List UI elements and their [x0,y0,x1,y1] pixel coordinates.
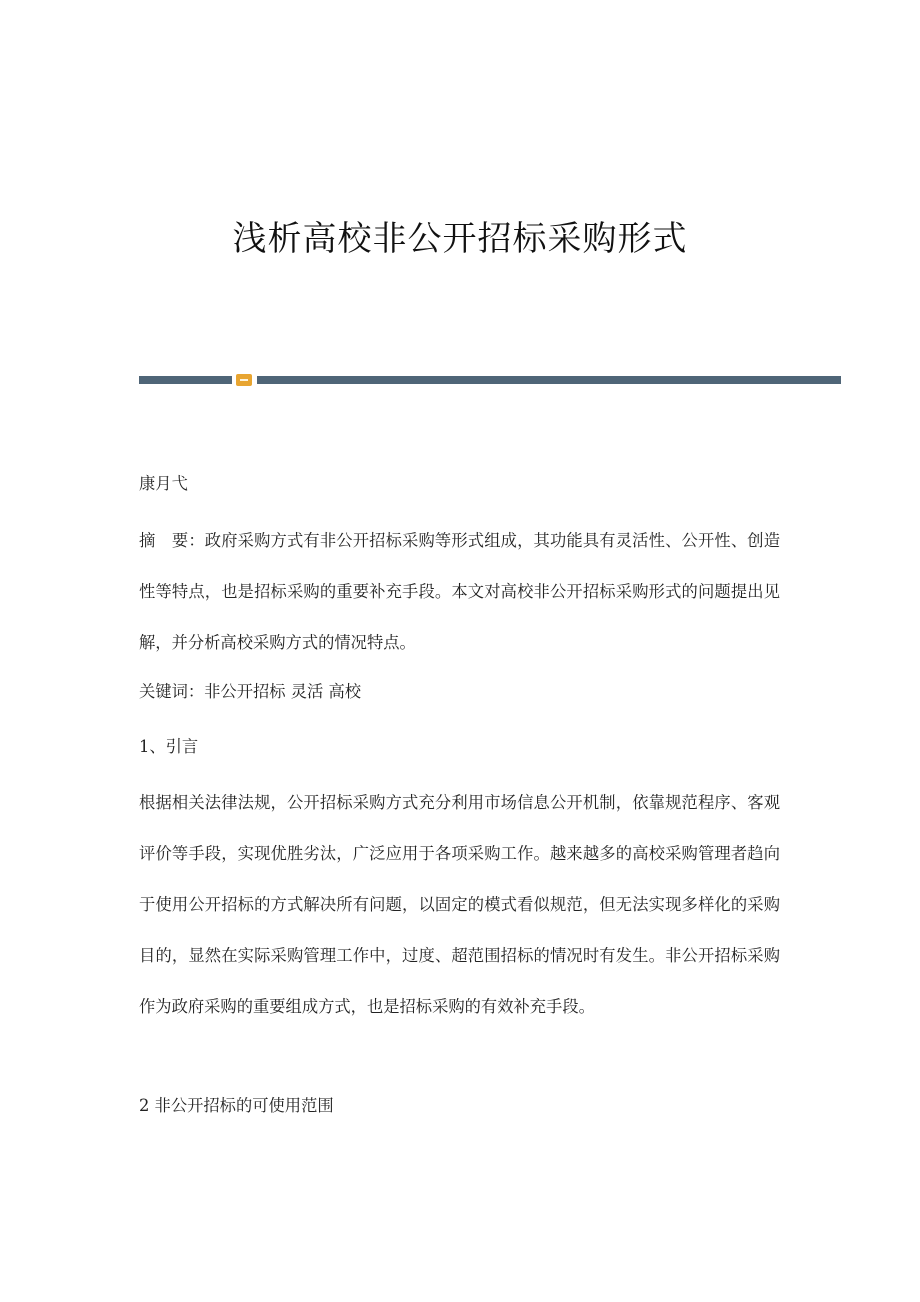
divider-bar-right [257,376,841,384]
abstract-label: 摘 要： [139,531,205,550]
author-name: 康月弋 [139,474,188,493]
keywords-label: 关键词： [139,682,205,701]
divider-bar-left [139,376,232,384]
title-divider [139,374,841,386]
abstract-text: 政府采购方式有非公开招标采购等形式组成，其功能具有灵活性、公开性、创造性等特点，也是招标采购的重要补充手段。本文对高校非公开招标采购形式的问题提出见解，并分析高校采购方式的情况特点。 [139,531,780,652]
keywords [139,666,780,717]
section-body-introduction: 根据相关法律法规，公开招标采购方式充分利用市场信息公开机制，依靠规范程序、客观评价等手段，实现优胜劣汰，广泛应用于各项采购工作。越来越多的高校采购管理者趋向于使用公开招标的方式解决所有问题，以固定的模式看似规范，但无法实现多样化的采购目的，显然在实际采购管理工作中，过度、超范围招标的情况时有发生。非公开招标采购作为政府采购的重要组成方式，也是招标采购的有效补充手段。 [139,793,780,1016]
page-title: 浅析高校非公开招标采购形式 [232,219,688,259]
section-heading-introduction: 1、引言 [139,737,199,756]
keywords-text: 非公开招标 灵活 高校 [204,682,362,701]
section-heading-scope: 2 非公开招标的可使用范围 [139,1096,334,1115]
abstract [139,515,780,668]
divider-ornament-icon [236,374,252,386]
